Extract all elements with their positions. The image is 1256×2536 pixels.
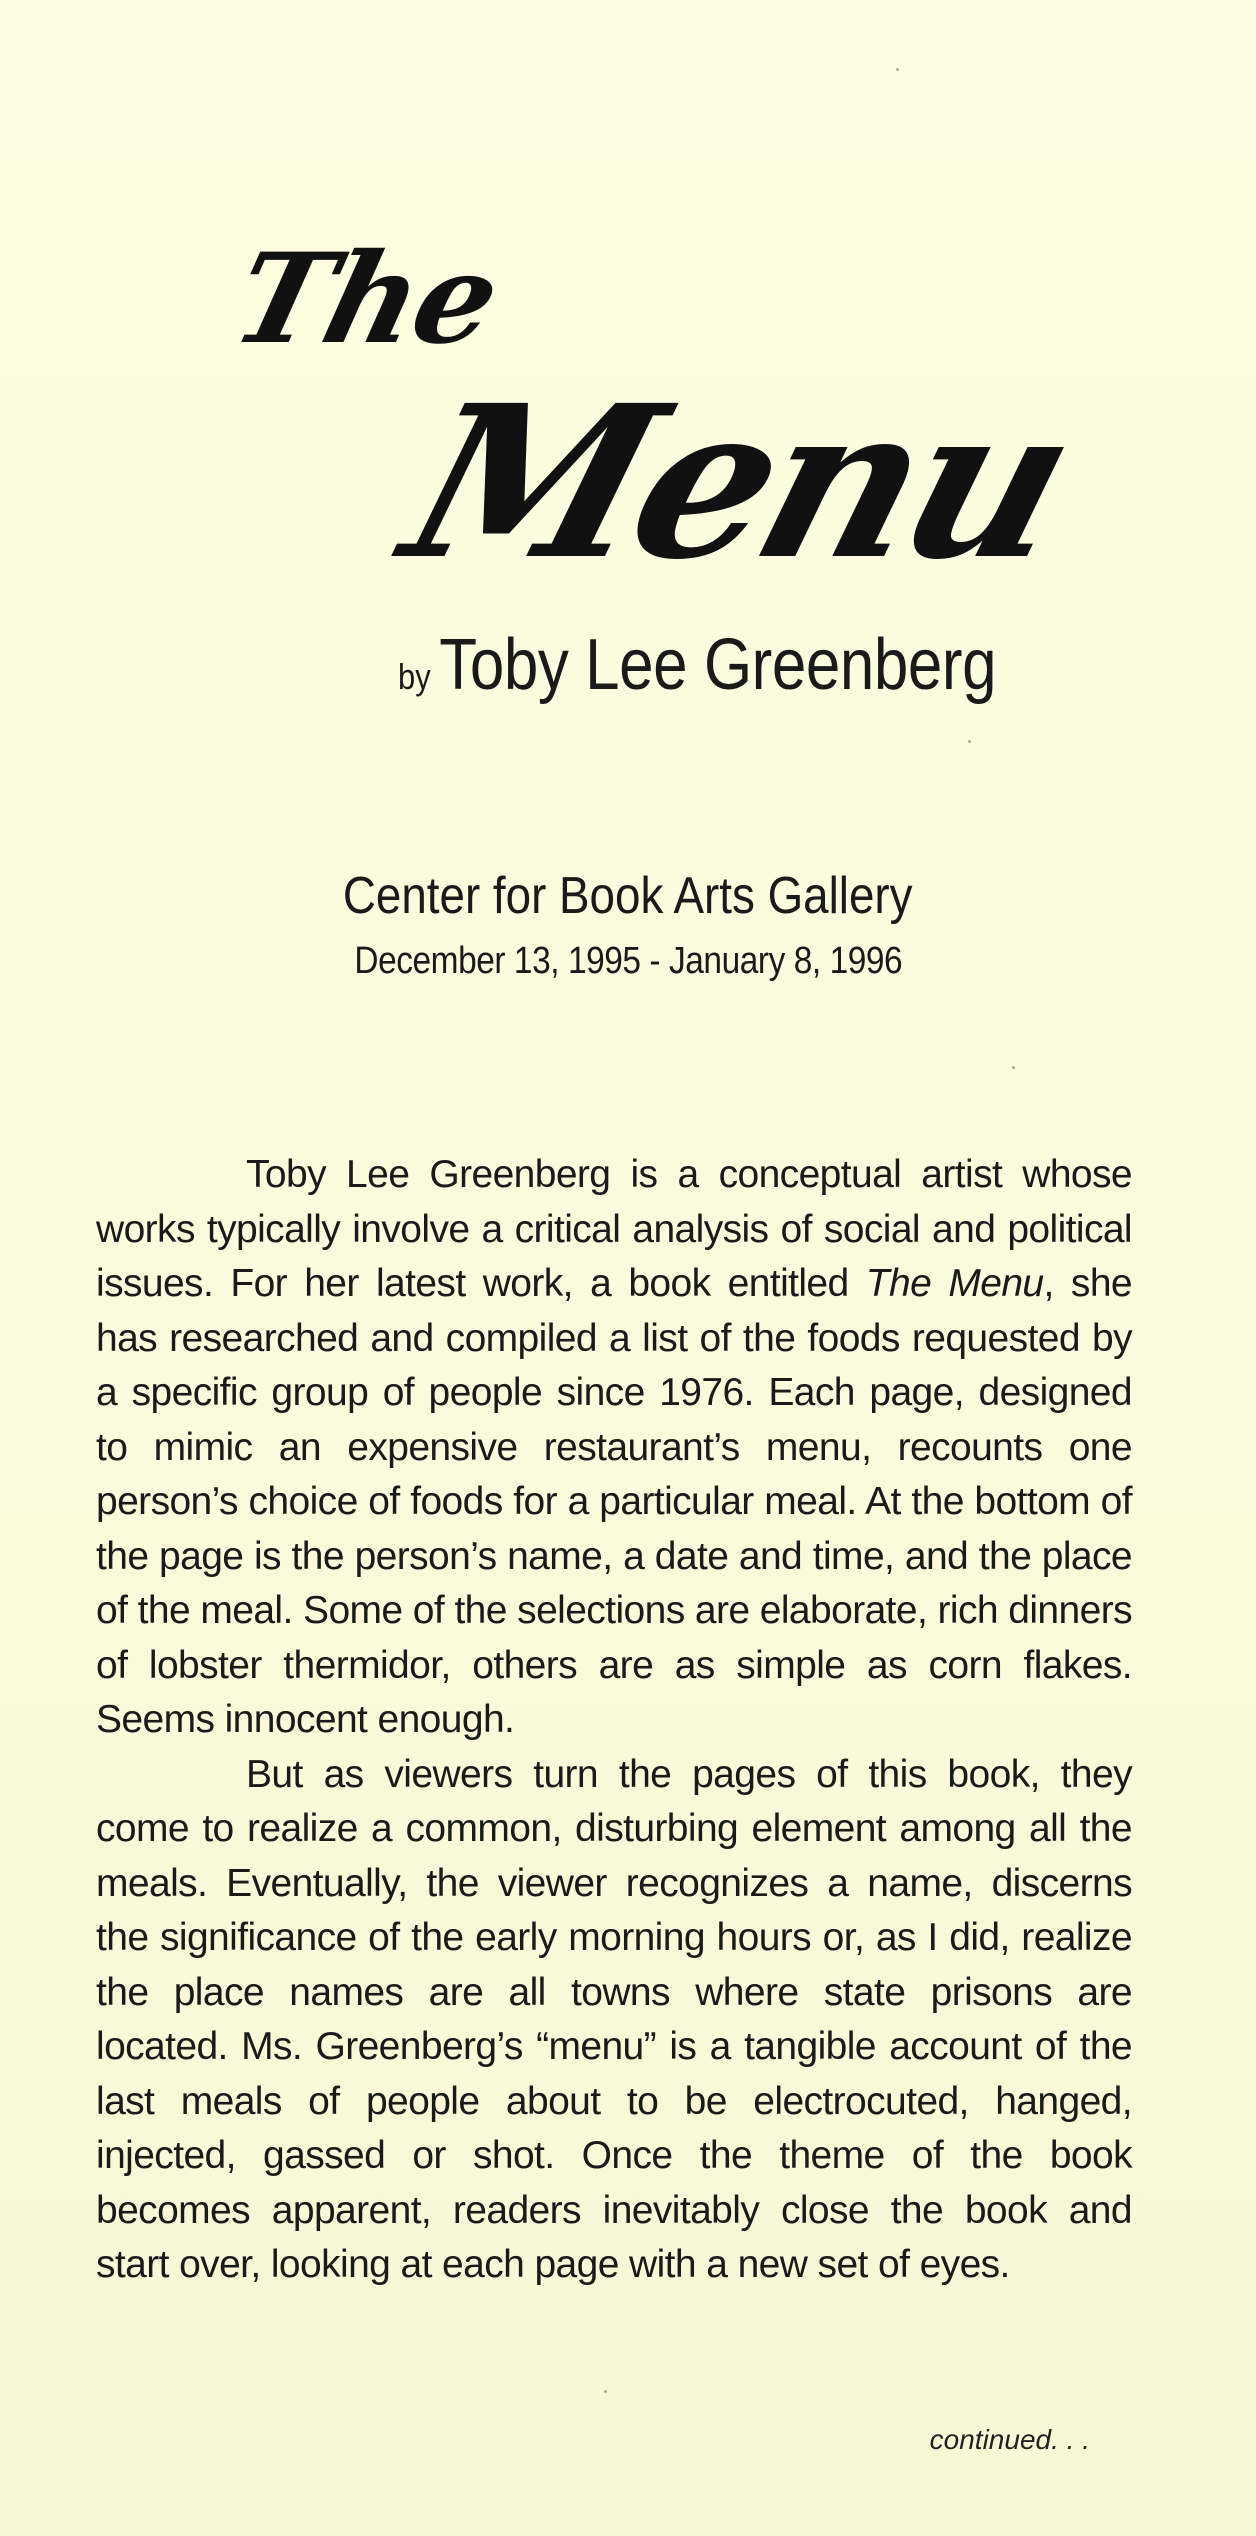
title-menu: Menu <box>382 359 1093 606</box>
body-text <box>96 1148 1132 2293</box>
paragraph-1-rest: , she has researched and compiled a list of the foods requested by a specific group of people since 1976. Each page, designed to mimic an expensive restaurant’s menu, recounts one person’s choice of foods for a particular meal. At the bottom of the page is the person’s name, a date and time, and the place of the meal. Some of the selections are elaborate, rich dinners of lobster thermidor, others are as simple as corn flakes. Seems innocent enough. <box>96 1262 1132 1741</box>
venue-name <box>0 866 1256 926</box>
byline <box>398 624 996 706</box>
venue-dates-text: December 13, 1995 - January 8, 1996 <box>354 940 902 982</box>
author-name: Toby Lee Greenberg <box>439 625 997 705</box>
paper-speck <box>604 2390 607 2393</box>
paper-speck <box>896 68 899 71</box>
book-title-mention: The Menu <box>865 1262 1044 1305</box>
paragraph-1-intro: Toby Lee Greenberg is a conceptual artist whose works typically involve a critical analysis of social and political issues. For her latest work, a book entitled <box>96 1153 1132 1305</box>
paragraph-1 <box>96 1148 1132 1748</box>
venue-dates <box>0 940 1256 983</box>
title-the: The <box>220 227 512 372</box>
paragraph-2: But as viewers turn the pages of this book, they come to realize a common, disturbing element among all the meals. Eventually, the viewer recognizes a name, discerns the significance of the early morning hours or, as I did, realize the place names are all towns where state prisons are located. Ms. Greenberg’s “menu” is a tangible account of the last meals of people about to be electrocuted, hanged, injected, gassed or shot. Once the theme of the book becomes apparent, readers inevitably close the book and start over, looking at each page with a new set of eyes. <box>96 1752 1132 2286</box>
venue-name-text: Center for Book Arts Gallery <box>343 867 913 925</box>
byline-prefix: by <box>398 656 431 697</box>
continued-note: continued. . . <box>929 2424 1090 2455</box>
paper-speck <box>968 740 971 743</box>
paper-speck <box>1012 1066 1015 1069</box>
